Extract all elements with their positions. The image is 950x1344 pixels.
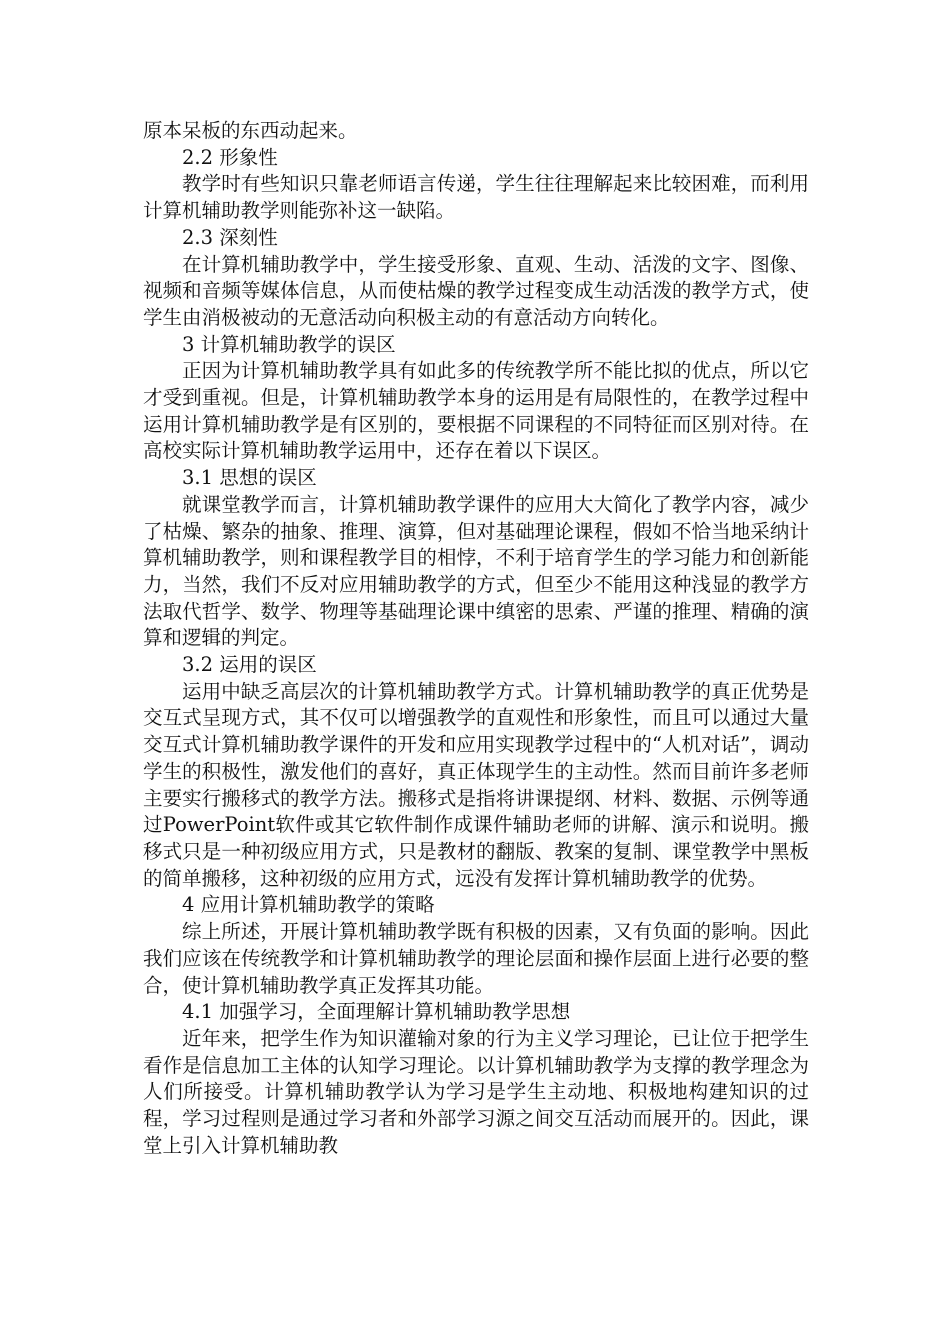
section-heading-2-3: 2.3 深刻性 — [182, 225, 278, 249]
paragraph: 在计算机辅助教学中，学生接受形象、直观、生动、活泼的文字、图像、视频和音频等媒体信息，从而使枯燥的教学过程变成生动活泼的教学方式，使学生由消极被动的无意活动向积极主动的有意活动方向转化。 — [143, 252, 809, 329]
paragraph: 正因为计算机辅助教学具有如此多的传统教学所不能比拟的优点，所以它才受到重视。但是，计算机辅助教学本身的运用是有局限性的，在教学过程中运用计算机辅助教学是有区别的，要根据不同课程的不同特征而区别对待。在高校实际计算机辅助教学运用中，还存在着以下误区。 — [143, 359, 809, 463]
section-heading-3-2: 3.2 运用的误区 — [182, 653, 317, 677]
section-heading-3: 3 计算机辅助教学的误区 — [182, 332, 396, 356]
document-body — [143, 118, 809, 1159]
paragraph: 就课堂教学而言，计算机辅助教学课件的应用大大简化了教学内容，减少了枯燥、繁杂的抽象、推理、演算，但对基础理论课程，假如不恰当地采纳计算机辅助教学，则和课程教学目的相悖，不利于培育学生的学习能力和创新能力，当然，我们不反对应用辅助教学的方式，但至少不能用这种浅显的教学方法取代哲学、数学、物理等基础理论课中缜密的思索、严谨的推理、精确的演算和逻辑的判定。 — [143, 492, 809, 650]
paragraph: 综上所述，开展计算机辅助教学既有积极的因素，又有负面的影响。因此我们应该在传统教学和计算机辅助教学的理论层面和操作层面上进行必要的整合，使计算机辅助教学真正发挥其功能。 — [143, 920, 809, 997]
section-heading-2-2: 2.2 形象性 — [182, 145, 278, 169]
section-heading-3-1: 3.1 思想的误区 — [182, 466, 317, 490]
paragraph: 教学时有些知识只靠老师语言传递，学生往往理解起来比较困难，而利用计算机辅助教学则能弥补这一缺陷。 — [143, 172, 809, 223]
section-heading-4-1: 4.1 加强学习，全面理解计算机辅助教学思想 — [182, 1000, 571, 1024]
paragraph: 近年来，把学生作为知识灌输对象的行为主义学习理论，已让位于把学生看作是信息加工主体的认知学习理论。以计算机辅助教学为支撑的教学理念为人们所接受。计算机辅助教学认为学习是学生主动地、积极地构建知识的过程，学习过程则是通过学习者和外部学习源之间交互活动而展开的。因此，课堂上引入计算机辅助教 — [143, 1026, 809, 1157]
paragraph: 运用中缺乏高层次的计算机辅助教学方式。计算机辅助教学的真正优势是交互式呈现方式，其不仅可以增强教学的直观性和形象性，而且可以通过大量交互式计算机辅助教学课件的开发和应用实现教学过程中的“人机对话”，调动学生的积极性，激发他们的喜好，真正体现学生的主动性。然而目前许多老师主要实行搬移式的教学方法。搬移式是指将讲课提纲、材料、数据、示例等通过PowerPoint软件或其它软件制作成课件辅助老师的讲解、演示和说明。搬移式只是一种初级应用方式，只是教材的翻版、教案的复制、课堂教学中黑板的简单搬移，这种初级的应用方式，远没有发挥计算机辅助教学的优势。 — [143, 679, 809, 890]
section-heading-4: 4 应用计算机辅助教学的策略 — [182, 893, 435, 917]
paragraph-continuation: 原本呆板的东西动起来。 — [143, 119, 358, 142]
